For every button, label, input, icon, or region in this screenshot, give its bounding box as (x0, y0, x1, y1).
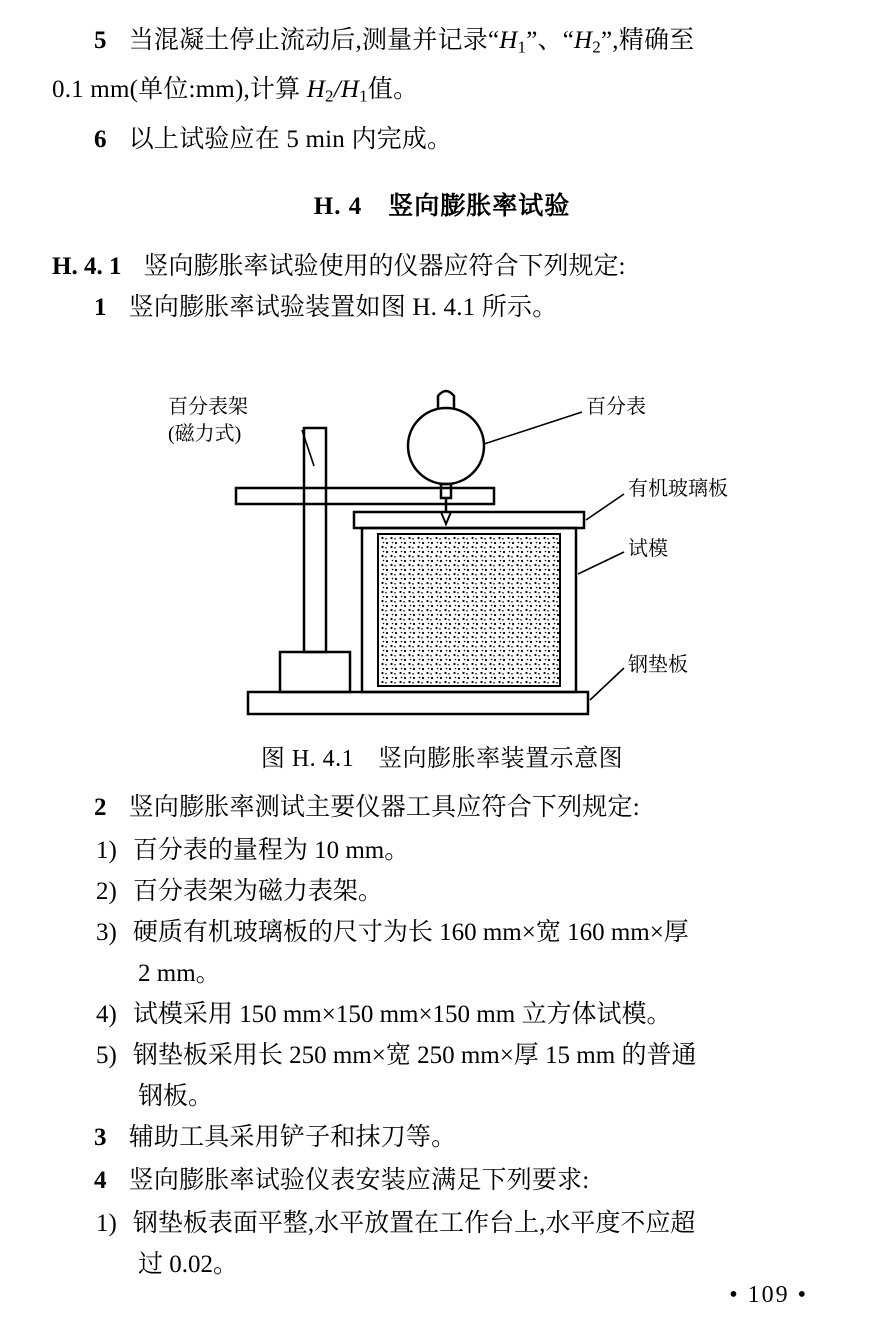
item-5-text-c: ”,精确至 (601, 27, 695, 54)
sub-item-4-number: 4 (94, 1166, 107, 1194)
list-item (52, 1203, 832, 1244)
item-5-number: 5 (94, 27, 107, 54)
list-item-continuation: 钢板。 (138, 1082, 214, 1110)
figure-label-bracket-line1: 百分表架 (168, 395, 248, 418)
item-5-line-2 (52, 69, 832, 116)
list-item-label: 5) (96, 1041, 117, 1069)
list-item-label: 1) (96, 836, 117, 864)
sub-item-2-text: 竖向膨胀率测试主要仪器工具应符合下列规定: (128, 793, 640, 821)
clause-text: 竖向膨胀率试验使用的仪器应符合下列规定: (143, 252, 626, 280)
list-item-text: 百分表的量程为 10 mm。 (132, 836, 410, 864)
figure-caption-title: 竖向膨胀率装置示意图 (378, 745, 624, 772)
list-item-text: 百分表架为磁力表架。 (132, 877, 383, 905)
item-5-h1b-sub: 1 (359, 86, 368, 106)
item-5-h2b-sub: 2 (325, 86, 334, 106)
list-item-continuation: 2 mm。 (138, 959, 221, 987)
sub-item-3-text: 辅助工具采用铲子和抹刀等。 (128, 1123, 457, 1151)
sub-item-4 (52, 1160, 832, 1201)
figure-label-bracket-line2: (磁力式) (168, 422, 242, 445)
item-5-line2-b: 值。 (367, 76, 419, 104)
page-number: • 109 • (729, 1282, 808, 1308)
item-5 (52, 20, 832, 67)
sub-item-1-number: 1 (94, 293, 107, 321)
figure-h-4-1 (52, 334, 832, 734)
list-item (52, 830, 832, 871)
list-item-label: 1) (96, 1209, 117, 1237)
page-content (52, 20, 832, 1285)
item-5-text-b: ”、“ (526, 27, 575, 54)
sub-item-1 (52, 287, 832, 328)
figure-caption-number: 图 H. 4.1 (260, 745, 355, 772)
sub-item-2-list (52, 830, 832, 1117)
list-item-label: 4) (96, 1000, 117, 1028)
item-5-h2-sub: 2 (592, 37, 601, 57)
section-heading (52, 186, 832, 222)
figure-label-bracket (168, 394, 248, 448)
sub-item-3-number: 3 (94, 1123, 107, 1151)
sub-item-2 (52, 787, 832, 828)
item-5-h1-sub: 1 (517, 37, 527, 57)
item-6 (52, 119, 832, 160)
list-item (52, 994, 832, 1035)
figure-label-mold: 试模 (628, 537, 668, 560)
list-item-label: 2) (96, 877, 117, 905)
sub-item-4-list (52, 1203, 832, 1285)
list-item-text: 钢垫板采用长 250 mm×宽 250 mm×厚 15 mm 的普通 (132, 1041, 697, 1069)
figure-label-steel-plate: 钢垫板 (628, 653, 688, 676)
item-5-h1b: H (340, 76, 360, 104)
list-item-text: 钢垫板表面平整,水平放置在工作台上,水平度不应超 (132, 1209, 696, 1237)
section-title-text: 竖向膨胀率试验 (388, 192, 571, 220)
item-5-h1: H (499, 27, 518, 54)
sub-item-2-number: 2 (94, 793, 107, 821)
figure-label-acrylic-plate: 有机玻璃板 (628, 477, 728, 500)
figure-label-dial-gauge: 百分表 (586, 395, 646, 418)
item-5-line2-a: 0.1 mm(单位:mm),计算 (52, 76, 307, 104)
clause-h-4-1 (52, 246, 832, 287)
section-number: H. 4 (313, 192, 363, 220)
item-6-number: 6 (94, 125, 107, 153)
list-item (52, 871, 832, 912)
list-item-text: 硬质有机玻璃板的尺寸为长 160 mm×宽 160 mm×厚 (132, 918, 689, 946)
list-item (52, 1035, 832, 1076)
sub-item-4-text: 竖向膨胀率试验仪表安装应满足下列要求: (128, 1166, 590, 1194)
sub-item-3 (52, 1117, 832, 1158)
figure-caption (52, 738, 832, 773)
item-5-h2: H (574, 27, 593, 54)
list-item-text: 试模采用 150 mm×150 mm×150 mm 立方体试模。 (132, 1000, 672, 1028)
clause-number: H. 4. 1 (52, 252, 122, 280)
sub-item-1-text: 竖向膨胀率试验装置如图 H. 4.1 所示。 (128, 293, 558, 321)
item-5-h2b: H (306, 76, 326, 104)
item-6-text: 以上试验应在 5 min 内完成。 (128, 125, 453, 153)
list-item-label: 3) (96, 918, 117, 946)
list-item (52, 912, 832, 953)
item-5-text-a: 当混凝土停止流动后,测量并记录“ (128, 27, 500, 54)
list-item-continuation: 过 0.02。 (138, 1250, 239, 1278)
item-5-slash: / (333, 76, 341, 104)
